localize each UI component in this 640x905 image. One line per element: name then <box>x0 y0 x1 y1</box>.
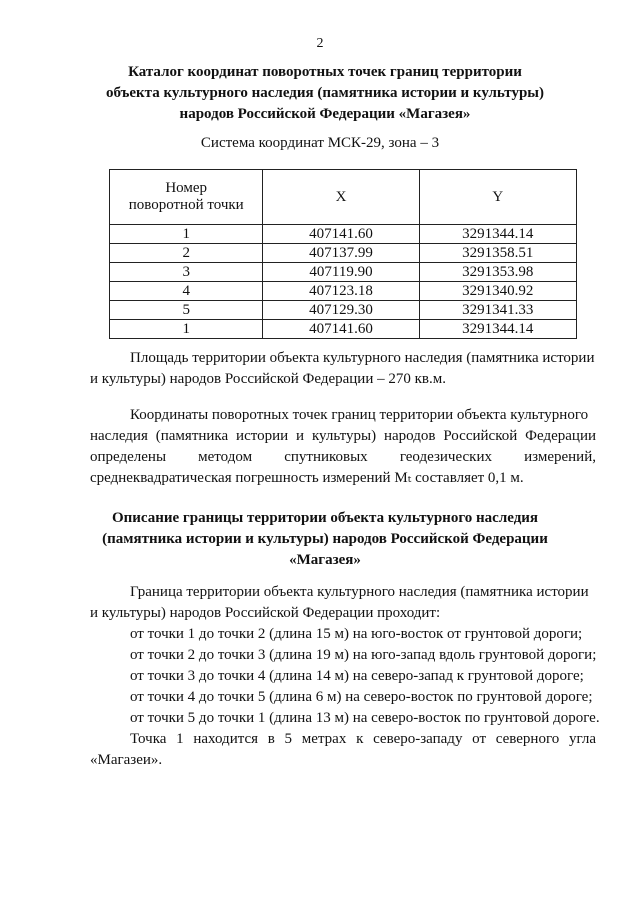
cell-x: 407123.18 <box>263 282 419 301</box>
area-paragraph <box>90 348 596 390</box>
boundary-item: от точки 5 до точки 1 (длина 13 м) на северо-восток по грунтовой дороге. <box>130 710 600 726</box>
boundary-item: от точки 4 до точки 5 (длина 6 м) на северо-восток по грунтовой дороге; <box>130 689 593 705</box>
paragraph-line: Граница территории объекта культурного наследия (памятника истории <box>130 584 589 600</box>
coordinates-table <box>109 169 577 339</box>
header-y: Y <box>419 170 576 225</box>
table-row <box>110 301 577 320</box>
paragraph-line: определены методом спутниковых геодезических измерений, <box>90 449 596 465</box>
paragraph-line: среднеквадратическая погрешность измерений Mₜ составляет 0,1 м. <box>90 470 524 486</box>
page-number: 2 <box>316 36 324 51</box>
paragraph-line: Координаты поворотных точек границ территории объекта культурного <box>130 407 589 423</box>
description-title <box>90 508 560 571</box>
table-row <box>110 244 577 263</box>
cell-point: 5 <box>110 301 263 320</box>
catalog-title <box>90 62 560 125</box>
paragraph-line: Точка 1 находится в 5 метрах к северо-западу от северного угла <box>130 731 596 747</box>
catalog-title-line: народов Российской Федерации «Магазея» <box>179 106 471 122</box>
cell-x: 407141.60 <box>263 320 419 339</box>
paragraph-line: и культуры) народов Российской Федерации – 270 кв.м. <box>90 371 446 387</box>
boundary-item: от точки 1 до точки 2 (длина 15 м) на юго-восток от грунтовой дороги; <box>130 626 583 642</box>
paragraph-line: «Магазеи». <box>90 752 163 768</box>
boundary-item: от точки 2 до точки 3 (длина 19 м) на юго-запад вдоль грунтовой дороги; <box>130 647 597 663</box>
cell-x: 407119.90 <box>263 263 419 282</box>
boundary-paragraph <box>90 582 600 771</box>
paragraph-line: наследия (памятника истории и культуры) народов Российской Федерации <box>90 428 596 444</box>
cell-point: 1 <box>110 225 263 244</box>
description-title-line: Описание границы территории объекта культурного наследия <box>111 510 539 526</box>
coordinates-paragraph <box>90 405 596 489</box>
boundary-item: от точки 3 до точки 4 (длина 14 м) на северо-запад к грунтовой дороге; <box>130 668 584 684</box>
header-point-number: Номер поворотной точки <box>110 170 263 225</box>
description-title-line: «Магазея» <box>289 552 361 568</box>
table-row <box>110 263 577 282</box>
cell-point: 1 <box>110 320 263 339</box>
cell-y: 3291353.98 <box>419 263 576 282</box>
catalog-title-line: объекта культурного наследия (памятника истории и культуры) <box>105 85 544 101</box>
cell-y: 3291341.33 <box>419 301 576 320</box>
cell-x: 407137.99 <box>263 244 419 263</box>
cell-y: 3291358.51 <box>419 244 576 263</box>
cell-y: 3291340.92 <box>419 282 576 301</box>
cell-x: 407129.30 <box>263 301 419 320</box>
cell-x: 407141.60 <box>263 225 419 244</box>
cell-point: 3 <box>110 263 263 282</box>
table-row <box>110 320 577 339</box>
table-row <box>110 225 577 244</box>
cell-point: 4 <box>110 282 263 301</box>
cell-y: 3291344.14 <box>419 320 576 339</box>
catalog-title-line: Каталог координат поворотных точек границ территории <box>128 64 522 80</box>
description-title-line: (памятника истории и культуры) народов Российской Федерации <box>102 531 548 547</box>
table-header-row <box>110 170 577 225</box>
table-row <box>110 282 577 301</box>
coordinate-system-label: Система координат МСК-29, зона – 3 <box>200 135 440 151</box>
paragraph-line: Площадь территории объекта культурного наследия (памятника истории <box>130 350 595 366</box>
cell-point: 2 <box>110 244 263 263</box>
cell-y: 3291344.14 <box>419 225 576 244</box>
paragraph-line: и культуры) народов Российской Федерации проходит: <box>90 605 441 621</box>
header-x: X <box>263 170 419 225</box>
